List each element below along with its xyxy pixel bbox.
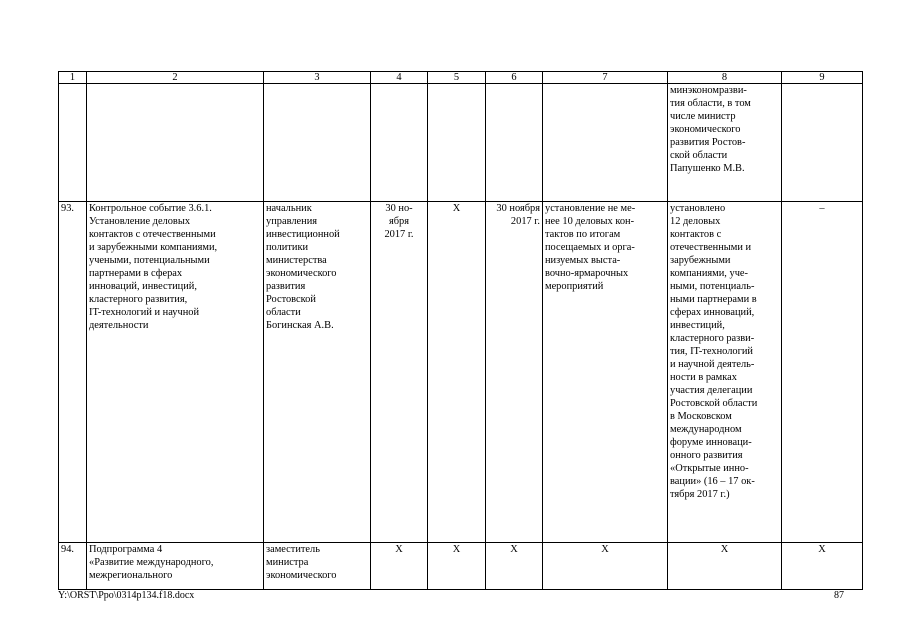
actual-result: установлено 12 деловых контактов с отечественными и зарубежными компаниями, уче- ными, потенциаль- ными партнерами в сферах инноваций, инвестиций, кластерного разви- тия, IT-технологий и научной деятель- ности в рамках участия делегации Ростовской области в Московском международном форуме инноваци- онного развития «Открытые инно- вации» (16 – 17 ок- тября 2017 г.) xyxy=(668,202,782,543)
table-cell xyxy=(371,84,428,202)
table-row-93 xyxy=(59,202,863,543)
table-cell xyxy=(486,84,543,202)
planned-result: установление не ме- нее 10 деловых кон- тактов по итогам посещаемых и орга- низуемых выста- вочно-ярмарочных мероприятий xyxy=(543,202,668,543)
table-cell: Х xyxy=(543,543,668,590)
table-row-94 xyxy=(59,543,863,590)
planned-date: 30 но- ября 2017 г. xyxy=(371,202,428,543)
table-row-continued xyxy=(59,84,863,202)
table-cell xyxy=(428,84,486,202)
table-cell xyxy=(87,84,264,202)
table-cell xyxy=(59,84,87,202)
header-row xyxy=(59,72,863,84)
header-cell: 4 xyxy=(371,72,428,84)
result-cell: минэкономразви- тия области, в том числе министр экономического развития Ростов- ской области Папушенко М.В. xyxy=(668,84,782,202)
header-cell: 3 xyxy=(264,72,371,84)
event-name: Подпрограмма 4 «Развитие международного, межрегионального xyxy=(87,543,264,590)
footer-file-path: Y:\ORST\Ppo\0314p134.f18.docx xyxy=(58,590,195,601)
header-cell: 5 xyxy=(428,72,486,84)
table-cell xyxy=(782,84,863,202)
header-cell: 9 xyxy=(782,72,863,84)
table-cell xyxy=(264,84,371,202)
event-name: Контрольное событие 3.6.1. Установление деловых контактов с отечественными и зарубежными компаниями, учеными, потенциальными партнерами в сферах инноваций, инвестиций, кластерного развития, IT-технологий и научной деятельности xyxy=(87,202,264,543)
table-cell: Х xyxy=(371,543,428,590)
table-cell: – xyxy=(782,202,863,543)
table-cell: Х xyxy=(668,543,782,590)
report-table xyxy=(58,71,863,590)
table-cell: Х xyxy=(428,202,486,543)
table-cell xyxy=(543,84,668,202)
page-number: 87 xyxy=(834,590,844,601)
header-cell: 8 xyxy=(668,72,782,84)
responsible-person: заместитель министра экономического xyxy=(264,543,371,590)
row-number: 93. xyxy=(59,202,87,543)
table-cell: Х xyxy=(428,543,486,590)
header-cell: 6 xyxy=(486,72,543,84)
header-cell: 2 xyxy=(87,72,264,84)
row-number: 94. xyxy=(59,543,87,590)
responsible-person: начальник управления инвестиционной политики министерства экономического развития Ростовской области Богинская А.В. xyxy=(264,202,371,543)
table-cell: Х xyxy=(486,543,543,590)
table-cell: Х xyxy=(782,543,863,590)
header-cell: 1 xyxy=(59,72,87,84)
header-cell: 7 xyxy=(543,72,668,84)
actual-date: 30 ноября 2017 г. xyxy=(486,202,543,543)
